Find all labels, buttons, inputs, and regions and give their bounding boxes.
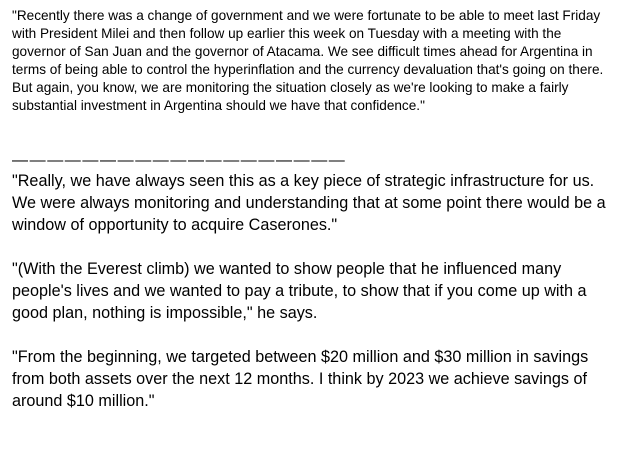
divider-line: ——————————————————— — [12, 152, 347, 169]
quote-caserones: "Really, we have always seen this as a key piece of strategic infrastructure for us. We were always monitoring and understanding that at some point there would be a window of opportunity to acquire Caserones." — [12, 172, 606, 234]
document-body — [12, 7, 617, 412]
paragraph-gap — [12, 324, 617, 346]
paragraph-gap — [12, 236, 617, 258]
quote-milei: "Recently there was a change of government and we were fortunate to be able to meet last Friday with President Milei and then follow up earlier this week on Tuesday with a meeting with the governor of San Juan and the governor of Atacama. We see difficult times ahead for Argentina in terms of being able to control the hyperinflation and the currency devaluation that's going on there. But again, you know, we are monitoring the situation closely as we're looking to make a fairly substantial investment in Argentina should we have that confidence." — [12, 8, 604, 113]
quote-everest: "(With the Everest climb) we wanted to show people that he influenced many people's lives and we wanted to pay a tribute, to show that if you come up with a good plan, nothing is impossible," he says. — [12, 260, 587, 322]
quote-savings: "From the beginning, we targeted between $20 million and $30 million in savings from both assets over the next 12 months. I think by 2023 we achieve savings of around $10 million." — [12, 348, 589, 410]
